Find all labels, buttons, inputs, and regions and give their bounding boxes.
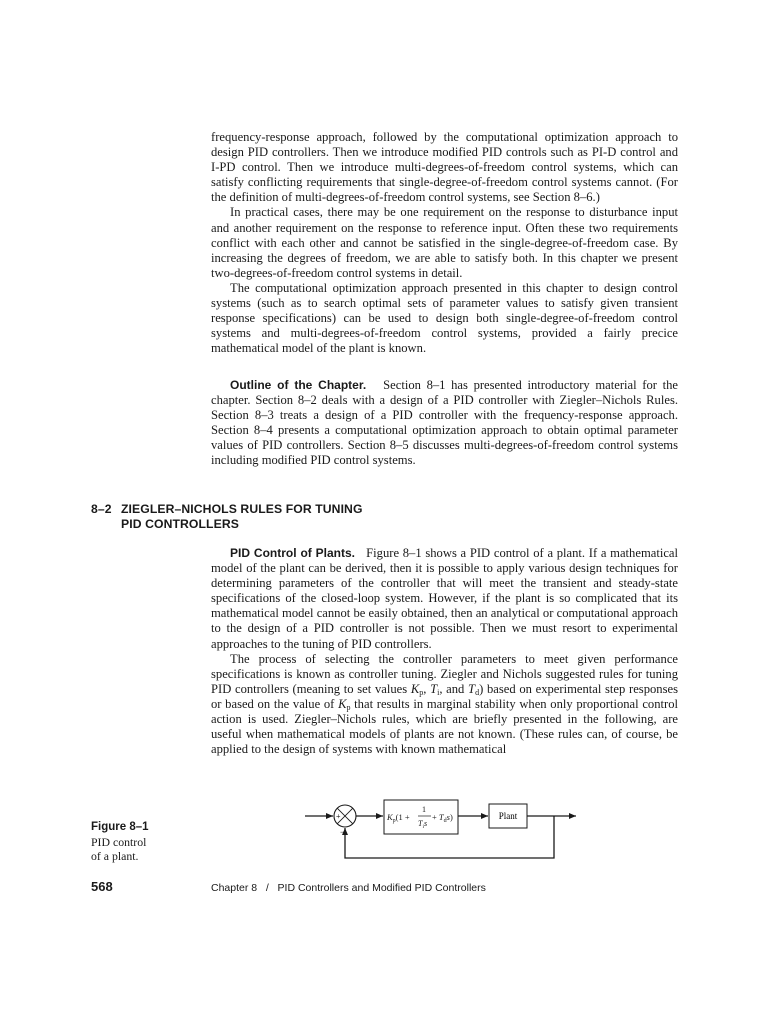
pid-text-block [211,546,678,757]
paragraph-outline [211,378,678,469]
paragraph-intro: frequency-response approach, followed by the computational optimization approach to design PID controllers. Then we introduce modified PID controls such as PI-D control and I-PD control. Then we introduce multi-degrees-of-freedom control systems, which can satisfy conflicting requirements that single-degree-of-freedom control systems cannot. (For the definition of multi-degrees-of-freedom control systems, see Section 8–6.) [211,130,678,205]
section-title-line2: PID CONTROLLERS [121,517,239,532]
running-head-text: Chapter 8 / PID Controllers and Modified PID Controllers [211,882,486,894]
summing-plus-sign: + [336,812,341,821]
figure-label: Figure 8–1 [91,821,149,833]
outline-runin-heading: Outline of the Chapter. [230,378,367,392]
intro-text-block [211,130,678,356]
figure-caption-line2: of a plant. [91,849,139,864]
paragraph-process: The process of selecting the controller parameters to meet given performance specifications is known as controller tuning. Ziegler and Nichols suggested rules for tuning PID controllers (meaning to set values $K_p$, $T_i$, and $T_d$) based on experimental step responses or based on the value of $K_p$ that results in marginal stability when only proportional control action is used. Ziegler–Nichols rules, which are briefly presented in the following, are useful when mathematical models of plants are not known. (These rules can, of course, be applied to the design of systems with known mathematical [211,651,678,757]
svg-text:Kp(1 +: $K_p(1$ + [387,812,410,824]
process-text-b: ) based on experimental step responses or based on the value of [211,681,678,711]
svg-text:+ Tds): + $T_ds$) [432,812,453,824]
pid-text: Figure 8–1 shows a PID control of a plant. If a mathematical model of the plant can be derived, then it is possible to apply various design techniques for determining parameters of the controller that will meet the transient and steady-state specifications of the closed-loop system. However, if the plant is so complicated that its mathematical model cannot be easily obtained, then an analytical or computational approach to the design of a PID controller is not possible. Then we must resort to experimental approaches to the tuning of PID controllers. [211,546,679,651]
page-number: 568 [91,879,113,894]
section-heading [91,502,363,532]
outline-text-block [211,378,678,469]
svg-text:Tis: $T_is$ [418,819,428,830]
paragraph-practical: In practical cases, there may be one requirement on the response to disturbance input and another requirement on the response to reference input. Often these two requirements conflict with each other and cannot be satisfied in the single-degree-of-freedom case. By increasing the degrees of freedom, we are able to satisfy both. In this chapter we present two-degrees-of-freedom control systems in detail. [211,205,678,280]
running-head [211,882,486,894]
svg-text:1: 1 [422,805,426,814]
section-number: 8–2 [91,502,112,516]
outline-text: Section 8–1 has presented introductory material for the chapter. Section 8–2 deals with a design of a PID controller with Ziegler–Nichols Rules. Section 8–3 treats a design of a PID controller with the frequency-response approach. Section 8–4 presents a computational optimization approach to obtain optimal parameter values of PID controllers. Section 8–5 discusses multi-degrees-of-freedom control systems including modified PID control systems. [211,378,679,468]
process-text-c: that results in marginal stability when only proportional control action is used. Ziegler–Nichols rules, which are briefly presented in the following, are useful when mathematical models of plants are not known. (These rules can, of course, be applied to the design of systems with known mathematical [211,696,678,757]
process-text-a: The process of selecting the controller parameters to meet given performance specifications is known as controller tuning. Ziegler and Nichols suggested rules for tuning PID controllers (meaning to set values [211,651,678,696]
figure-caption-line1: PID control [91,834,147,849]
plant-label: Plant [498,811,518,821]
pid-runin-heading: PID Control of Plants. [230,546,356,560]
figure-caption [91,820,191,864]
pid-block-diagram [300,790,580,870]
summing-minus-sign: − [340,827,346,837]
section-title-line1: ZIEGLER–NICHOLS RULES FOR TUNING [121,502,363,516]
paragraph-computational: The computational optimization approach presented in this chapter to design control systems (such as to search optimal sets of parameter values to satisfy given transient response specifications) can be used to design both single-degree-of-freedom control systems and multi-degrees-of-freedom control systems, provided a fairly precice mathematical model of the plant is known. [211,280,678,356]
paragraph-pid [211,546,678,652]
